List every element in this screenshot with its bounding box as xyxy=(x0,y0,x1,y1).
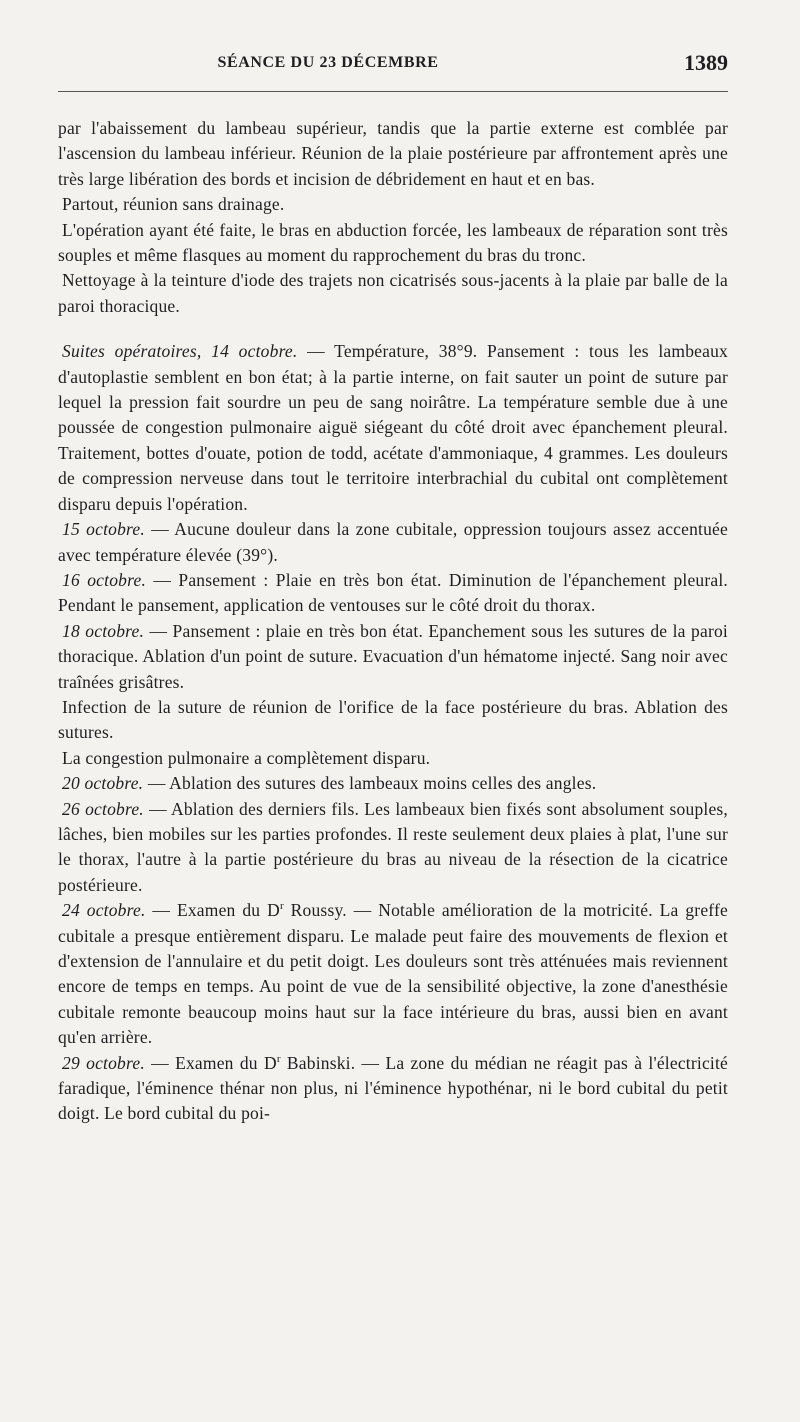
paragraph xyxy=(58,898,728,1050)
paragraph: par l'abaissement du lambeau supérieur, tandis que la partie externe est comblée par l'ascension du lambeau inférieur. Réunion de la plaie postérieure par affrontement après une très large libération des bords et incision de débridement en haut et en bas. xyxy=(58,118,728,189)
entry-date: Suites opératoires, 14 octobre. xyxy=(62,341,298,362)
entry-text: — Ablation des sutures des lambeaux moins celles des angles. xyxy=(143,773,597,794)
document-page xyxy=(58,50,729,1124)
paragraph: Nettoyage à la teinture d'iode des trajets non cicatrisés sous-jacents à la plaie par balle de la paroi thoracique. xyxy=(58,270,728,316)
entry-date: 16 octobre. xyxy=(62,569,147,590)
entry-text: — Pansement : Plaie en très bon état. Diminution de l'épanchement pleural. Pendant le pansement, application de ventouses sur le côté droit du thorax. xyxy=(58,569,729,616)
entry-date: 20 octobre. xyxy=(62,773,144,794)
superscript: r xyxy=(279,900,284,913)
entry-text: Roussy. — Notable amélioration de la motricité. La greffe cubitale a presque entièrement disparu. Le malade peut faire des mouvements de flexion et d'extension de l'annulaire et du petit doigt. Les douleurs sont très atténuées mais reviennent encore de temps en temps. Au point de vue de la sensibilité objective, la zone d'anesthésie cubitale remonte beaucoup moins haut sur la face intérieure du bras, aussi bien en avant qu'en arrière. xyxy=(58,900,728,1048)
paragraph xyxy=(58,568,728,619)
paragraph: L'opération ayant été faite, le bras en abduction forcée, les lambeaux de réparation sont très souples et même flasques au moment du rapprochement du bras du tronc. xyxy=(58,219,728,266)
entry-date: 26 octobre. xyxy=(62,798,144,819)
entry-text: — Examen du D xyxy=(144,1052,277,1073)
paragraph-gap xyxy=(58,319,728,339)
header-title: SÉANCE DU 23 DÉCEMBRE xyxy=(217,54,439,71)
entry-text: — Ablation des derniers fils. Les lambeaux bien fixés sont absolument souples, lâches, bien mobiles sur les parties profondes. Il reste seulement deux plaies à plat, l'une sur le thorax, l'autre à la partie postérieure du bras au niveau de la résection de la cicatrice postérieure. xyxy=(58,798,729,895)
entry-date: 18 octobre. xyxy=(62,620,145,641)
entry-text: — Température, 38°9. Pansement : tous les lambeaux d'autoplastie semblent en bon état; à la partie interne, on fait sauter un point de suture par lequel la pression fait sourdre un peu de sang noirâtre. La température semble due à une poussée de congestion pulmonaire aiguë siégeant du côté droit avec épanchement pleural. Traitement, bottes d'ouate, potion de todd, acétate d'ammoniaque, 4 grammes. Les douleurs de compression nerveuse dans tout le territoire interbrachial du cubital ont complètement disparu depuis l'opération. xyxy=(58,341,728,514)
paragraph: Infection de la suture de réunion de l'orifice de la face postérieure du bras. Ablation des sutures. xyxy=(58,696,728,743)
entry-date: 15 octobre. xyxy=(62,519,145,540)
paragraph xyxy=(58,619,728,695)
entry-text: — Pansement : plaie en très bon état. Epanchement sous les sutures de la paroi thoracique. Ablation d'un point de suture. Evacuation d'un hématome injecté. Sang noir avec traînées grisâtres. xyxy=(58,620,728,692)
superscript: r xyxy=(276,1052,281,1065)
body-text xyxy=(58,116,728,1127)
header-rule xyxy=(58,91,728,92)
paragraph xyxy=(58,797,728,899)
entry-date: 24 octobre. xyxy=(62,900,146,921)
entry-date: 29 octobre. xyxy=(62,1052,145,1073)
paragraph xyxy=(58,339,728,517)
entry-text: Babinski. — La zone du médian ne réagit pas à l'électricité faradique, l'éminence thénar non plus, ni l'éminence hypothénar, ni le bord cubital du petit doigt. Le bord cubital du poi- xyxy=(58,1052,729,1124)
paragraph xyxy=(58,1051,728,1127)
entry-text: — Examen du D xyxy=(145,900,280,921)
paragraph: La congestion pulmonaire a complètement disparu. xyxy=(62,747,431,768)
running-header xyxy=(58,50,728,80)
paragraph: Partout, réunion sans drainage. xyxy=(62,194,285,215)
page-number: 1389 xyxy=(684,50,728,75)
paragraph xyxy=(58,517,728,568)
entry-text: — Aucune douleur dans la zone cubitale, oppression toujours assez accentuée avec température élevée (39°). xyxy=(58,519,728,565)
paragraph xyxy=(58,771,728,796)
